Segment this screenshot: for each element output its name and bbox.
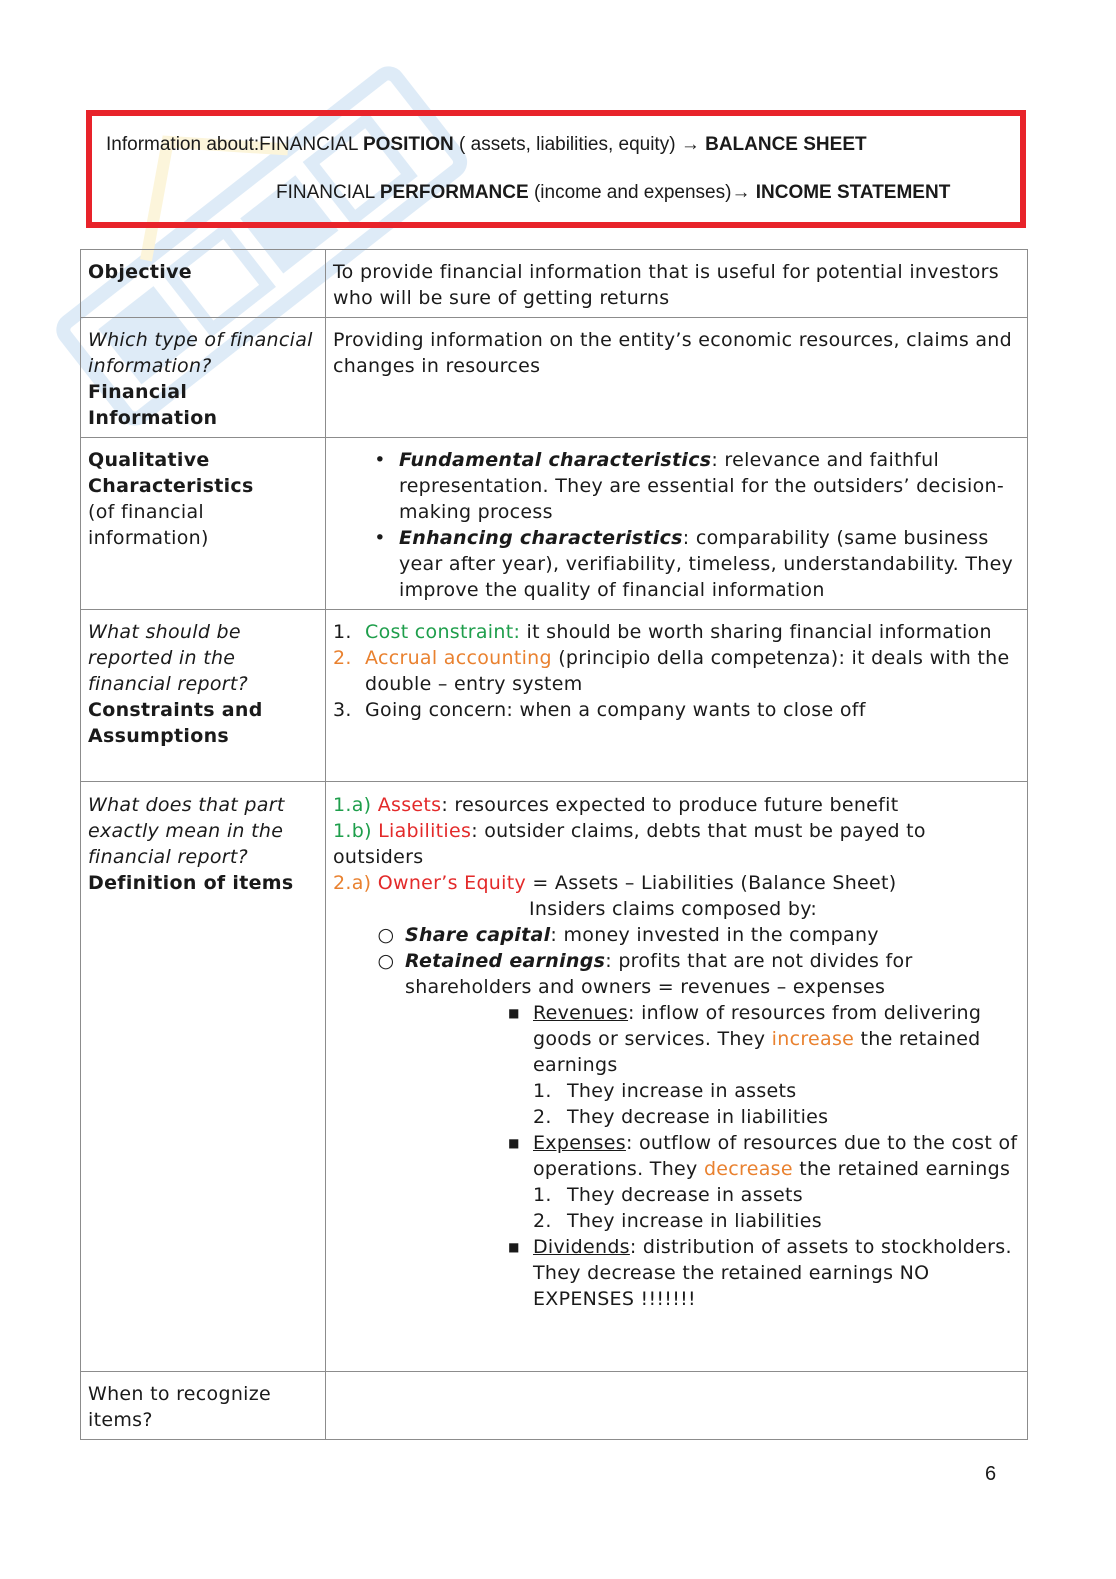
list-item xyxy=(533,1078,1020,1104)
performance-label: FINANCIAL xyxy=(276,182,380,203)
table-row-qualitative xyxy=(81,438,1028,610)
bullet-icon: • xyxy=(374,527,386,549)
expenses-text-end: the retained earnings xyxy=(792,1158,1011,1180)
definition-label: Definition of items xyxy=(88,872,294,894)
item-number: 1. xyxy=(533,1184,552,1206)
financial-information-label: Financial Information xyxy=(88,381,218,429)
definition-question: What does that part exactly mean in the financial report? xyxy=(88,794,285,868)
revenues-sub-2: They decrease in liabilities xyxy=(567,1106,829,1128)
concepts-table xyxy=(80,249,1028,1440)
fundamental-text: : relevance and faithful representation. They are essential for the outsiders’ decision-making process xyxy=(399,449,1005,523)
liabilities-line xyxy=(333,818,1020,870)
retained-earnings-text: : profits that are not divides for shareholders and owners = revenues – expenses xyxy=(405,950,913,998)
row-label-cell xyxy=(81,250,326,318)
list-item xyxy=(333,645,1020,697)
objective-label: Objective xyxy=(88,261,192,283)
constraints-list xyxy=(333,619,1020,723)
equity-code: 2.a) xyxy=(333,872,372,894)
row-label-cell xyxy=(81,610,326,782)
expenses-term: Expenses xyxy=(533,1132,626,1154)
row-label-cell xyxy=(81,782,326,1372)
row-label-cell xyxy=(81,318,326,438)
row-label-cell xyxy=(81,438,326,610)
dividends-text: : distribution of assets to stockholders. They decrease the retained earnings NO EXPENSES !!!!!!! xyxy=(533,1236,1012,1310)
row-content-cell xyxy=(326,250,1028,318)
list-item xyxy=(533,1104,1020,1130)
row-content-cell xyxy=(326,1372,1028,1440)
row-content-cell xyxy=(326,782,1028,1372)
list-item xyxy=(333,1234,1020,1312)
list-item xyxy=(333,1130,1020,1234)
decrease-highlight: decrease xyxy=(703,1158,793,1180)
financial-information-question: Which type of financial information? xyxy=(88,329,313,377)
equity-term: Owner’s Equity xyxy=(371,872,527,894)
performance-strong: PERFORMANCE xyxy=(379,182,529,203)
list-item xyxy=(333,948,1020,1000)
row-content-cell xyxy=(326,318,1028,438)
row-label-cell xyxy=(81,1372,326,1440)
cost-constraint-term: Cost constraint: xyxy=(365,621,521,643)
enhancing-term: Enhancing characteristics xyxy=(399,527,683,549)
item-number: 1. xyxy=(533,1080,552,1102)
square-bullet-icon: ■ xyxy=(508,1136,520,1150)
list-item xyxy=(333,922,1020,948)
item-number: 1. xyxy=(333,621,352,643)
square-bullet-icon: ■ xyxy=(508,1240,520,1254)
page-number: 6 xyxy=(985,1463,997,1485)
financial-information-text: Providing information on the entity’s economic resources, claims and changes in resources xyxy=(333,329,1012,377)
item-number: 2. xyxy=(533,1210,552,1232)
accrual-accounting-text: (principio della competenza): it deals with the double – entry system xyxy=(365,647,1010,695)
expenses-text: : outflow of resources due to the cost of operations. They xyxy=(533,1132,1018,1180)
fundamental-term: Fundamental characteristics xyxy=(399,449,712,471)
list-item xyxy=(333,1000,1020,1130)
constraints-label: Constraints and Assumptions xyxy=(88,699,263,747)
row-content-cell xyxy=(326,438,1028,610)
item-number: 2. xyxy=(533,1106,552,1128)
assets-code: 1.a) xyxy=(333,794,372,816)
table-row-objective xyxy=(81,250,1028,318)
performance-line xyxy=(276,182,950,204)
arrow-icon: → xyxy=(680,134,700,155)
cost-constraint-text: it should be worth sharing financial information xyxy=(520,621,992,643)
item-number: 2. xyxy=(333,647,352,669)
list-item xyxy=(533,1182,1020,1208)
position-detail: ( assets, liabilities, equity) xyxy=(453,134,681,155)
list-item xyxy=(333,619,1020,645)
liabilities-text: : outsider claims, debts that must be payed to outsiders xyxy=(333,820,926,868)
revenues-sub-1: They increase in assets xyxy=(567,1080,797,1102)
list-item xyxy=(333,697,1020,723)
row-content-cell xyxy=(326,610,1028,782)
assets-line xyxy=(333,792,1020,818)
table-row-recognize xyxy=(81,1372,1028,1440)
insiders-claims-text: Insiders claims composed by: xyxy=(529,898,818,920)
share-capital-text: : money invested in the company xyxy=(550,924,879,946)
revenues-term: Revenues xyxy=(533,1002,629,1024)
position-label: FINANCIAL xyxy=(259,134,363,155)
revenues-text-end: the retained earnings xyxy=(533,1028,981,1076)
header-info-box xyxy=(86,110,1026,228)
table-row-financial-information xyxy=(81,318,1028,438)
list-item xyxy=(333,447,1020,525)
going-concern-text: Going concern: when a company wants to close off xyxy=(365,699,866,721)
liabilities-term: Liabilities xyxy=(371,820,472,842)
retained-earnings-term: Retained earnings xyxy=(405,950,606,972)
constraints-question: What should be reported in the financial report? xyxy=(88,621,249,695)
equity-text: = Assets – Liabilities (Balance Sheet) xyxy=(526,872,897,894)
expenses-sub-2: They increase in liabilities xyxy=(567,1210,822,1232)
circle-bullet-icon: ○ xyxy=(377,950,395,972)
assets-text: : resources expected to produce future benefit xyxy=(441,794,899,816)
list-item xyxy=(333,525,1020,603)
performance-detail: (income and expenses) xyxy=(528,182,732,203)
dividends-term: Dividends xyxy=(533,1236,630,1258)
revenues-text: : inflow of resources from delivering goods or services. They xyxy=(533,1002,982,1050)
table-row-constraints xyxy=(81,610,1028,782)
arrow-icon: → xyxy=(731,182,751,203)
recognize-label: When to recognize items? xyxy=(88,1383,272,1431)
position-line xyxy=(106,134,867,156)
assets-term: Assets xyxy=(371,794,442,816)
income-statement-label: INCOME STATEMENT xyxy=(750,182,951,203)
qualitative-sub: (of financial information) xyxy=(88,501,209,549)
increase-highlight: increase xyxy=(771,1028,855,1050)
table-row-definition xyxy=(81,782,1028,1372)
equity-line xyxy=(333,870,1020,896)
square-bullet-icon: ■ xyxy=(508,1006,520,1020)
enhancing-text: : comparability (same business year after year), verifiability, timeless, understandability. They improve the quality of financial information xyxy=(399,527,1014,601)
qualitative-label: Qualitative Characteristics xyxy=(88,449,254,497)
bullet-icon: • xyxy=(374,449,386,471)
accrual-accounting-term: Accrual accounting xyxy=(365,647,552,669)
position-strong: POSITION xyxy=(362,134,454,155)
expenses-sub-1: They decrease in assets xyxy=(567,1184,803,1206)
balance-sheet-label: BALANCE SHEET xyxy=(699,134,867,155)
circle-bullet-icon: ○ xyxy=(377,924,395,946)
share-capital-term: Share capital xyxy=(405,924,551,946)
list-item xyxy=(533,1208,1020,1234)
info-prefix: Information about: xyxy=(106,134,260,155)
objective-text: To provide financial information that is useful for potential investors who will be sure of getting returns xyxy=(333,261,999,309)
liabilities-code: 1.b) xyxy=(333,820,372,842)
item-number: 3. xyxy=(333,699,352,721)
